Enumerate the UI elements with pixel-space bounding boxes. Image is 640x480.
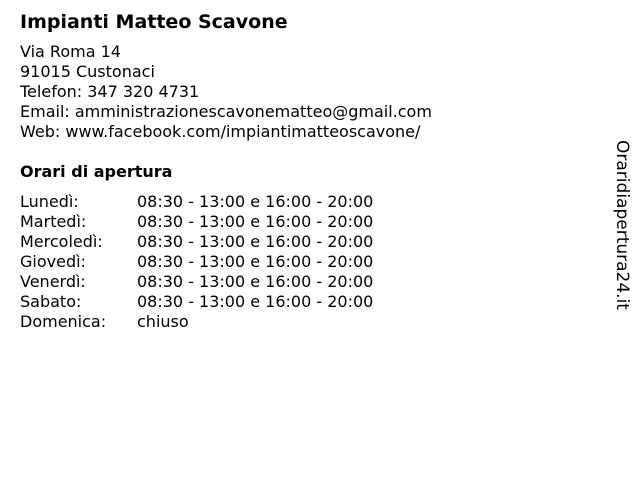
opening-hours-heading: Orari di apertura xyxy=(20,162,173,181)
time-value: 08:30 - 13:00 e 16:00 - 20:00 xyxy=(137,212,374,231)
day-label: Lunedì: xyxy=(20,192,79,211)
day-label: Mercoledì: xyxy=(20,232,103,251)
site-watermark: Oraridiapertura24.it xyxy=(612,140,632,310)
time-value: 08:30 - 13:00 e 16:00 - 20:00 xyxy=(137,192,374,211)
address-line-city: 91015 Custonaci xyxy=(20,62,155,81)
day-label: Martedì: xyxy=(20,212,87,231)
business-name: Impianti Matteo Scavone xyxy=(20,11,288,33)
time-value: 08:30 - 13:00 e 16:00 - 20:00 xyxy=(137,292,374,311)
business-card xyxy=(20,10,600,332)
time-value: chiuso xyxy=(137,312,189,331)
time-value: 08:30 - 13:00 e 16:00 - 20:00 xyxy=(137,252,374,271)
phone-line: Telefon: 347 320 4731 xyxy=(20,82,200,101)
hours-row-tuesday xyxy=(20,212,600,232)
opening-hours-table xyxy=(20,192,600,332)
day-label: Domenica: xyxy=(20,312,107,331)
hours-row-wednesday xyxy=(20,232,600,252)
hours-row-friday xyxy=(20,272,600,292)
hours-row-thursday xyxy=(20,252,600,272)
website-line: Web: www.facebook.com/impiantimatteoscavone/ xyxy=(20,122,421,141)
day-label: Venerdì: xyxy=(20,272,86,291)
email-line: Email: amministrazionescavonematteo@gmail.com xyxy=(20,102,432,121)
hours-row-saturday xyxy=(20,292,600,312)
hours-row-sunday xyxy=(20,312,600,332)
day-label: Sabato: xyxy=(20,292,82,311)
address-line-street: Via Roma 14 xyxy=(20,42,121,61)
day-label: Giovedì: xyxy=(20,252,86,271)
time-value: 08:30 - 13:00 e 16:00 - 20:00 xyxy=(137,232,374,251)
time-value: 08:30 - 13:00 e 16:00 - 20:00 xyxy=(137,272,374,291)
hours-row-monday xyxy=(20,192,600,212)
